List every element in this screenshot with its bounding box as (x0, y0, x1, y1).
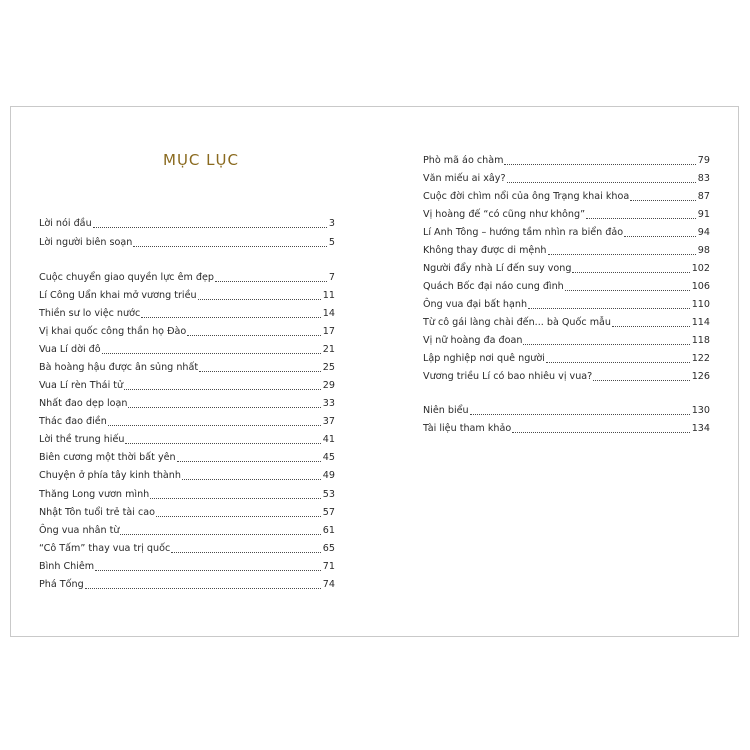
toc-entry (423, 279, 710, 293)
toc-entry-page: 98 (697, 245, 710, 256)
toc-entry-page: 87 (697, 191, 710, 202)
toc-entry (39, 324, 335, 338)
dot-leader (120, 534, 320, 535)
toc-entry-title: Thác đao điền (39, 416, 107, 427)
dot-leader (128, 407, 320, 408)
toc-entry (39, 360, 335, 374)
toc-entry-page: 21 (322, 344, 335, 355)
toc-entry-page: 29 (322, 380, 335, 391)
dot-leader (182, 479, 321, 480)
toc-entry (39, 216, 335, 230)
toc-entry-title: Lời thề trung hiếu (39, 434, 125, 445)
toc-entry-page: 11 (322, 290, 335, 301)
toc-entry-page: 57 (322, 507, 335, 518)
dot-leader (93, 227, 327, 228)
dot-leader (133, 246, 327, 247)
toc-entry-page: 91 (697, 209, 710, 220)
toc-entry-title: Tài liệu tham khảo (423, 423, 512, 434)
dot-leader (125, 443, 320, 444)
toc-entry-page: 83 (697, 173, 710, 184)
dot-leader (171, 552, 321, 553)
dot-leader (124, 389, 321, 390)
dot-leader (612, 326, 690, 327)
toc-entry (423, 297, 710, 311)
toc-entry-title: Lời người biên soạn (39, 237, 133, 248)
toc-entry-title: Niên biểu (423, 405, 469, 416)
dot-leader (215, 281, 327, 282)
toc-entry-title: Vị nữ hoàng đa đoan (423, 335, 523, 346)
toc-entry-title: Văn miếu ai xây? (423, 173, 506, 184)
toc-entry-title: Lập nghiệp nơi quê người (423, 353, 545, 364)
toc-entry (39, 468, 335, 482)
toc-entry-page: 3 (328, 218, 335, 229)
toc-entry-page: 33 (322, 398, 335, 409)
toc-entry-title: Vị hoàng đế “có cũng như không” (423, 209, 586, 220)
dot-leader (470, 414, 690, 415)
dot-leader (523, 344, 689, 345)
toc-entry-title: Thiền sư lo việc nước (39, 308, 141, 319)
toc-entry-page: 118 (691, 335, 710, 346)
toc-entry-title: Lí Anh Tông – hướng tầm nhìn ra biển đảo (423, 227, 624, 238)
toc-entry-page: 65 (322, 543, 335, 554)
dot-leader (177, 461, 321, 462)
toc-entry-page: 102 (691, 263, 710, 274)
toc-entry-page: 7 (328, 272, 335, 283)
dot-leader (512, 432, 689, 433)
dot-leader (198, 299, 321, 300)
toc-entry (39, 577, 335, 591)
toc-entry-title: Vua Lí rèn Thái tử (39, 380, 124, 391)
dot-leader (572, 272, 689, 273)
toc-entry-page: 110 (691, 299, 710, 310)
toc-entry-title: Cuộc đời chìm nổi của ông Trạng khai khoa (423, 191, 630, 202)
toc-entry (423, 333, 710, 347)
toc-entry-page: 94 (697, 227, 710, 238)
toc-entry-page: 25 (322, 362, 335, 373)
toc-entry-page: 61 (322, 525, 335, 536)
dot-leader (85, 588, 321, 589)
toc-entry-page: 74 (322, 579, 335, 590)
toc-entry-page: 45 (322, 452, 335, 463)
toc-entry (423, 403, 710, 417)
toc-entry-title: Lí Công Uẩn khai mở vương triều (39, 290, 197, 301)
book-spread (10, 106, 739, 637)
toc-entry (39, 288, 335, 302)
toc-entry (423, 243, 710, 257)
toc-entry-page: 37 (322, 416, 335, 427)
toc-entry-title: Vị khai quốc công thần họ Đào (39, 326, 187, 337)
toc-entry-title: Từ cô gái làng chài đến... bà Quốc mẫu (423, 317, 612, 328)
toc-entry-title: Nhật Tôn tuổi trẻ tài cao (39, 507, 156, 518)
toc-entry-title: Ông vua đại bất hạnh (423, 299, 528, 310)
toc-entry (39, 541, 335, 555)
dot-leader (141, 317, 321, 318)
toc-entry (39, 414, 335, 428)
toc-entry-title: Quách Bốc đại náo cung đình (423, 281, 564, 292)
toc-entry (39, 396, 335, 410)
toc-entry (423, 369, 710, 383)
toc-entry-title: Biên cương một thời bất yên (39, 452, 176, 463)
toc-entry (423, 171, 710, 185)
dot-leader (630, 200, 696, 201)
toc-entry-title: Phá Tống (39, 579, 84, 590)
dot-leader (624, 236, 696, 237)
toc-entry-page: 79 (697, 155, 710, 166)
toc-entry-title: Người đẩy nhà Lí đến suy vong (423, 263, 572, 274)
dot-leader (95, 570, 321, 571)
left-page (11, 107, 375, 636)
toc-entry-title: Vua Lí dời đô (39, 344, 101, 355)
toc-entry-page: 126 (691, 371, 710, 382)
toc-entry-title: Nhất đao dẹp loạn (39, 398, 128, 409)
toc-entry (423, 225, 710, 239)
toc-entry (39, 523, 335, 537)
toc-entry-page: 49 (322, 470, 335, 481)
dot-leader (199, 371, 321, 372)
dot-leader (108, 425, 321, 426)
toc-entry-page: 41 (322, 434, 335, 445)
toc-entry (423, 189, 710, 203)
toc-entry-page: 53 (322, 489, 335, 500)
dot-leader (548, 254, 696, 255)
toc-entry (423, 315, 710, 329)
toc-entry (39, 306, 335, 320)
toc-entry-title: Không thay được di mệnh (423, 245, 547, 256)
toc-entry (39, 342, 335, 356)
toc-entry (423, 153, 710, 167)
toc-entry-page: 130 (691, 405, 710, 416)
dot-leader (546, 362, 690, 363)
toc-entry-page: 14 (322, 308, 335, 319)
toc-entry (39, 270, 335, 284)
toc-entry-page: 122 (691, 353, 710, 364)
toc-entry-page: 71 (322, 561, 335, 572)
toc-entry-page: 5 (328, 237, 335, 248)
dot-leader (593, 380, 689, 381)
toc-entry-title: Ông vua nhân từ (39, 525, 120, 536)
toc-title: MỤC LỤC (163, 151, 239, 169)
dot-leader (504, 164, 695, 165)
toc-entry-title: “Cô Tấm” thay vua trị quốc (39, 543, 171, 554)
toc-entry-page: 17 (322, 326, 335, 337)
toc-entry (423, 421, 710, 435)
toc-entry-title: Cuộc chuyển giao quyền lực êm đẹp (39, 272, 215, 283)
toc-entry-title: Thăng Long vươn mình (39, 489, 150, 500)
toc-entry (39, 450, 335, 464)
dot-leader (150, 498, 321, 499)
toc-entry-title: Vương triều Lí có bao nhiêu vị vua? (423, 371, 593, 382)
dot-leader (156, 516, 321, 517)
toc-entry (39, 235, 335, 249)
toc-entry (39, 505, 335, 519)
dot-leader (187, 335, 321, 336)
right-page (375, 107, 739, 636)
toc-entry-title: Bình Chiêm (39, 561, 95, 572)
toc-entry (423, 351, 710, 365)
dot-leader (507, 182, 696, 183)
toc-entry-page: 106 (691, 281, 710, 292)
toc-entry-page: 114 (691, 317, 710, 328)
toc-entry-title: Phò mã áo chàm (423, 155, 504, 166)
dot-leader (565, 290, 690, 291)
toc-entry (39, 378, 335, 392)
toc-entry-page: 134 (691, 423, 710, 434)
toc-entry (39, 559, 335, 573)
toc-entry (423, 207, 710, 221)
toc-entry-title: Bà hoàng hậu được ân sủng nhất (39, 362, 199, 373)
toc-entry (39, 432, 335, 446)
dot-leader (586, 218, 696, 219)
toc-entry-title: Chuyện ở phía tây kinh thành (39, 470, 181, 481)
toc-entry-title: Lời nói đầu (39, 218, 92, 229)
toc-entry (423, 261, 710, 275)
toc-entry (39, 487, 335, 501)
dot-leader (102, 353, 321, 354)
dot-leader (528, 308, 690, 309)
